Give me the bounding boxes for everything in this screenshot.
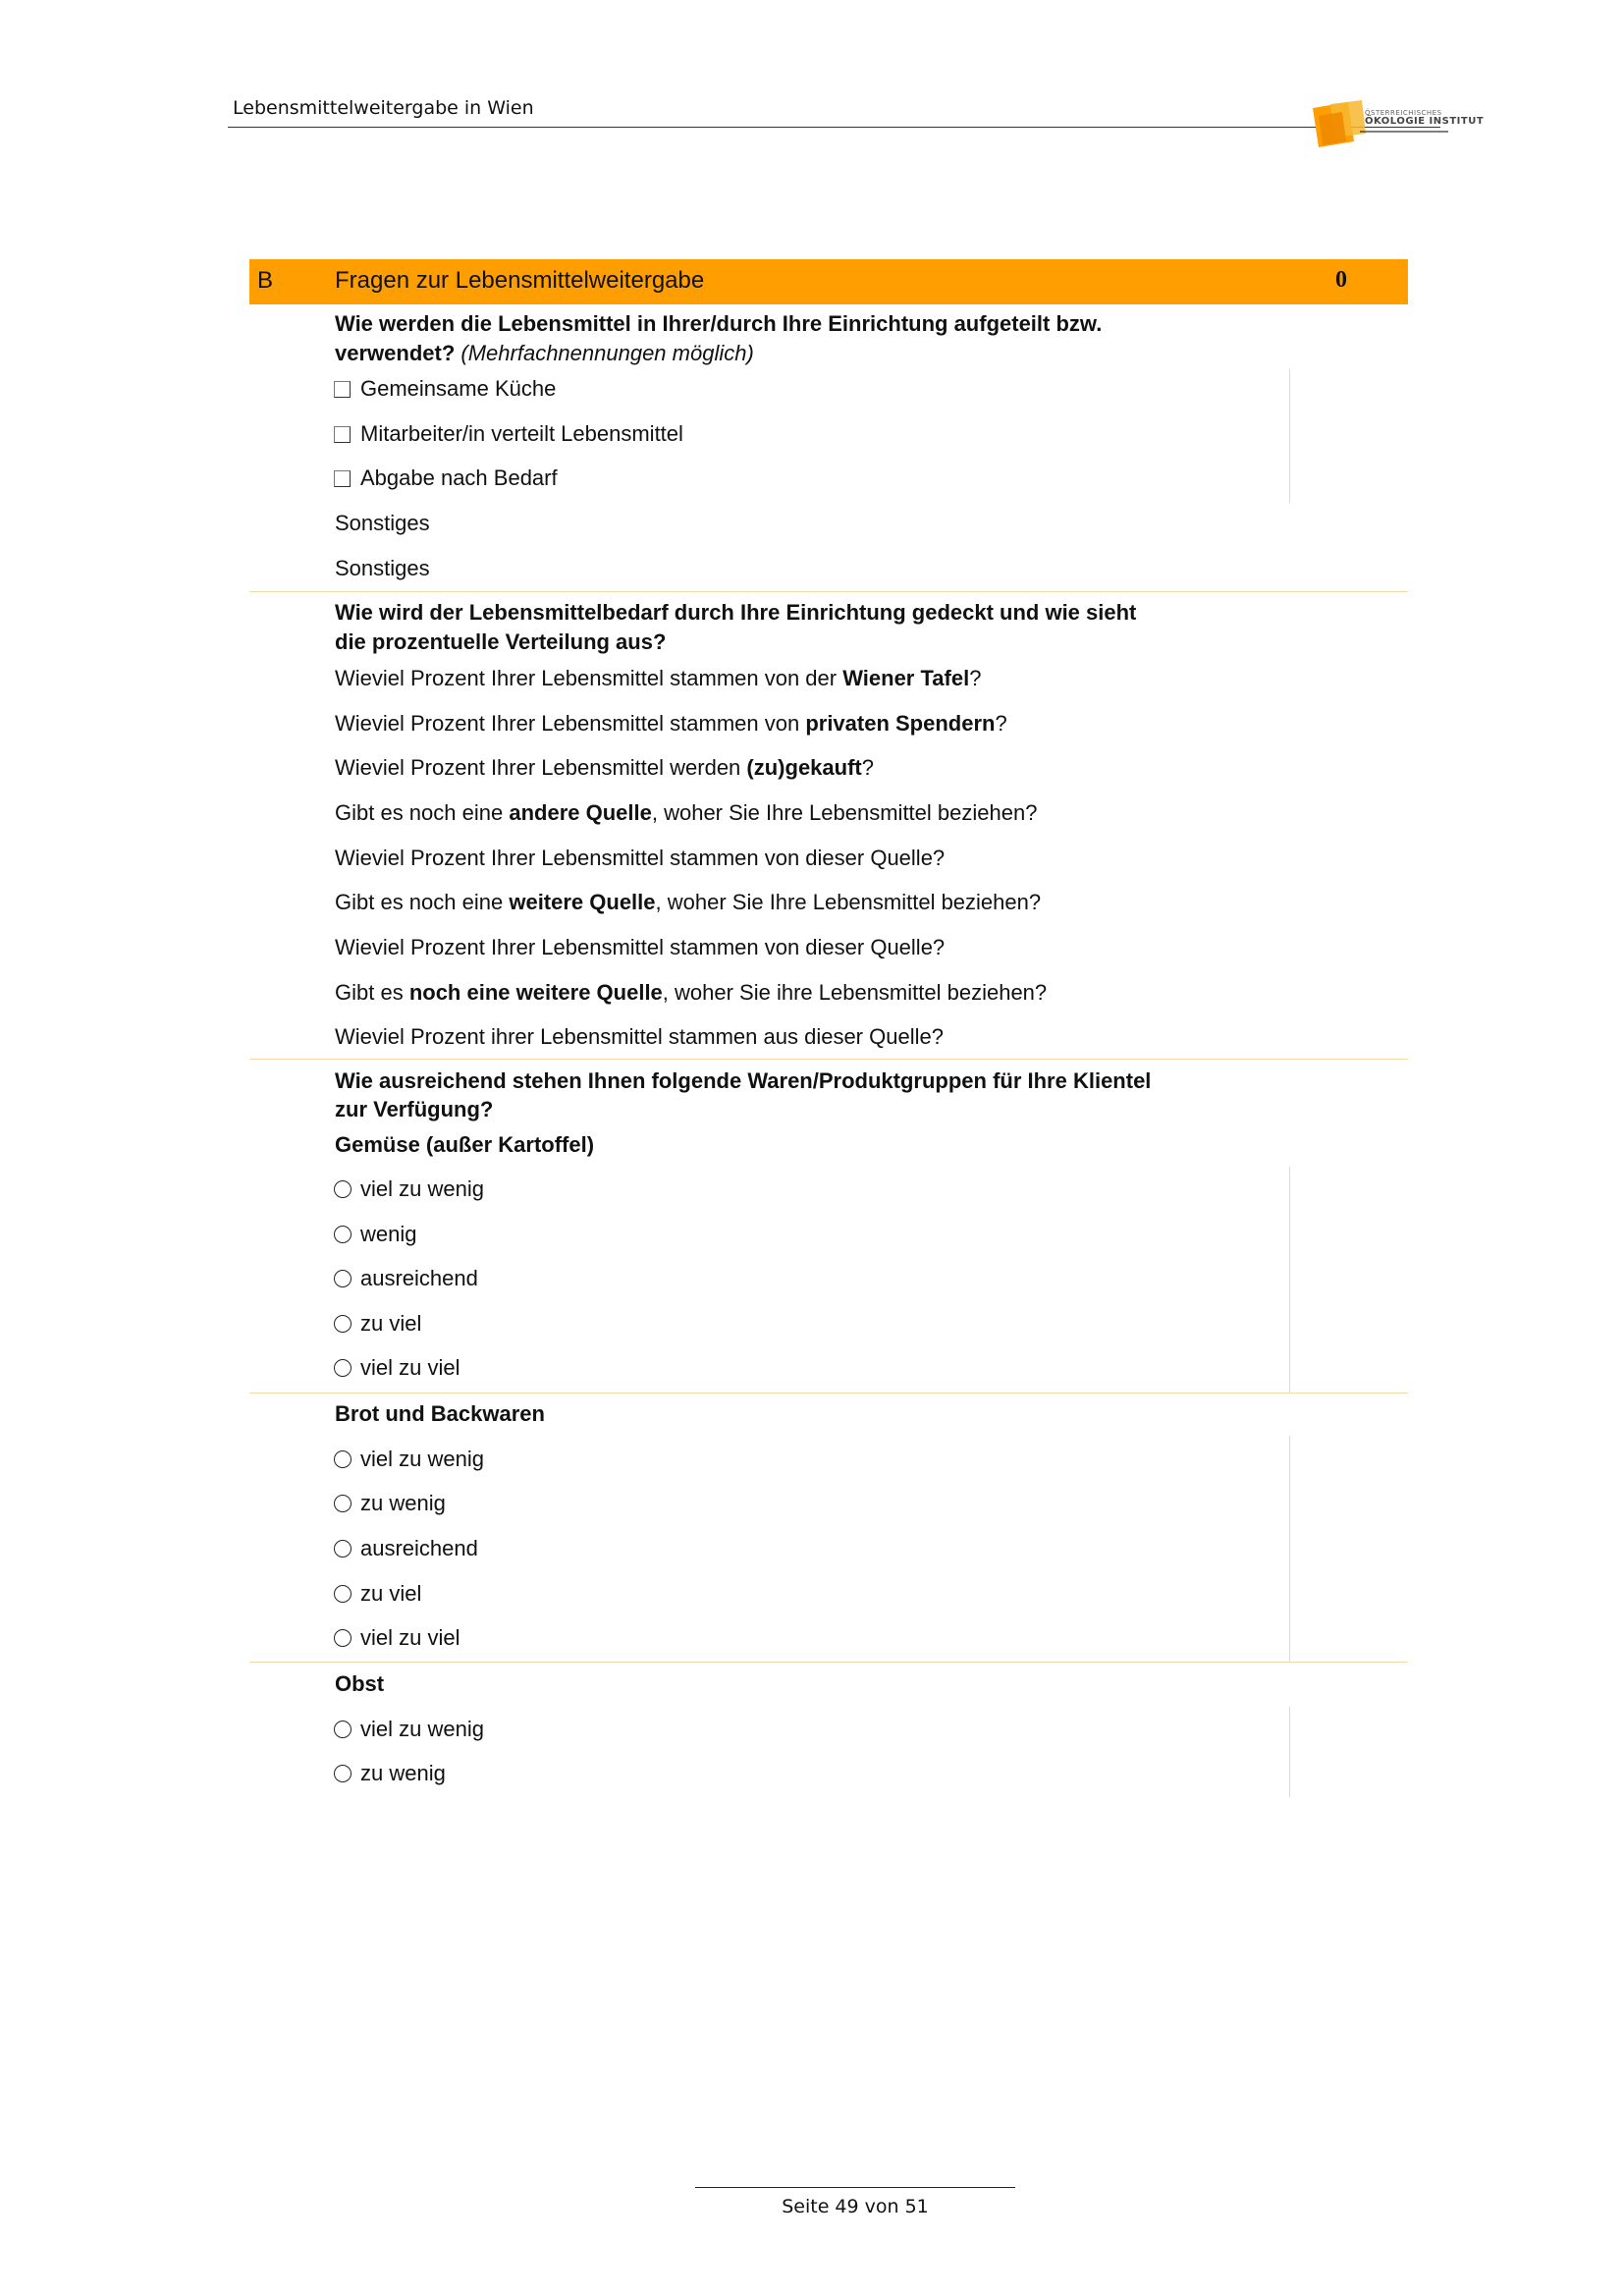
percentage-question: Wieviel Prozent Ihrer Lebensmittel stammen von dieser Quelle? <box>335 846 946 870</box>
radio-gemuese-viel-zu-viel[interactable] <box>334 1359 352 1377</box>
percentage-question: Wieviel Prozent Ihrer Lebensmittel werden (zu)gekauft? <box>335 755 874 780</box>
radio-label: wenig <box>360 1222 417 1246</box>
row-separator <box>249 591 1408 592</box>
radio-label: viel zu wenig <box>360 1447 484 1471</box>
radio-brot-zu-wenig[interactable] <box>334 1495 352 1512</box>
radio-label: ausreichend <box>360 1536 478 1560</box>
row-separator <box>249 1662 1408 1663</box>
option-label: Mitarbeiter/in verteilt Lebensmittel <box>360 421 683 446</box>
radio-label: zu viel <box>360 1311 422 1336</box>
radio-gemuese-zu-viel[interactable] <box>334 1315 352 1333</box>
radio-brot-ausreichend[interactable] <box>334 1540 352 1558</box>
radio-brot-zu-viel[interactable] <box>334 1585 352 1603</box>
document-title: Lebensmittelweitergabe in Wien <box>233 97 534 119</box>
question-1-line-1: Wie werden die Lebensmittel in Ihrer/durch Ihre Einrichtung aufgeteilt bzw. <box>335 311 1103 336</box>
footer-rule <box>695 2187 1015 2188</box>
checkbox-mitarbeiter-verteilt[interactable] <box>334 426 351 443</box>
radio-label: viel zu viel <box>360 1625 460 1650</box>
answer-column-divider <box>1289 1707 1290 1797</box>
option-label: Gemeinsame Küche <box>360 376 557 401</box>
percentage-question: Gibt es noch eine weitere Quelle, woher Sie Ihre Lebensmittel beziehen? <box>335 890 1042 914</box>
percentage-question: Wieviel Prozent ihrer Lebensmittel stammen aus dieser Quelle? <box>335 1024 944 1049</box>
answer-column-divider <box>1289 1167 1290 1393</box>
other-field-label: Sonstiges <box>335 556 430 580</box>
radio-gemuese-ausreichend[interactable] <box>334 1270 352 1287</box>
logo-subtitle: ÖSTERREICHISCHES <box>1365 109 1442 117</box>
radio-label: viel zu wenig <box>360 1717 484 1741</box>
header-rule <box>228 127 1440 128</box>
radio-brot-viel-zu-viel[interactable] <box>334 1629 352 1647</box>
group-title-brot: Brot und Backwaren <box>335 1401 545 1426</box>
checkbox-abgabe-nach-bedarf[interactable] <box>334 470 351 487</box>
page-number: Seite 49 von 51 <box>782 2196 929 2217</box>
question-2-line-1: Wie wird der Lebensmittelbedarf durch Ihre Einrichtung gedeckt und wie sieht <box>335 600 1137 625</box>
percentage-question: Gibt es noch eine andere Quelle, woher Sie Ihre Lebensmittel beziehen? <box>335 800 1038 825</box>
radio-label: viel zu viel <box>360 1355 460 1380</box>
question-1-note: (Mehrfachnennungen möglich) <box>460 341 754 365</box>
question-2-line-2: die prozentuelle Verteilung aus? <box>335 629 667 654</box>
option-label: Abgabe nach Bedarf <box>360 465 558 490</box>
percentage-question: Wieviel Prozent Ihrer Lebensmittel stammen von dieser Quelle? <box>335 935 946 959</box>
radio-label: viel zu wenig <box>360 1176 484 1201</box>
radio-obst-zu-wenig[interactable] <box>334 1765 352 1782</box>
radio-label: zu wenig <box>360 1761 446 1785</box>
percentage-question: Wieviel Prozent Ihrer Lebensmittel stammen von privaten Spendern? <box>335 711 1007 736</box>
answer-column-divider <box>1289 1436 1290 1662</box>
group-title-obst: Obst <box>335 1671 385 1696</box>
question-1-line-2: verwendet? (Mehrfachnennungen möglich) <box>335 341 754 365</box>
radio-gemuese-wenig[interactable] <box>334 1226 352 1243</box>
radio-obst-viel-zu-wenig[interactable] <box>334 1721 352 1738</box>
percentage-question: Wieviel Prozent Ihrer Lebensmittel stammen von der Wiener Tafel? <box>335 666 982 690</box>
section-title: Fragen zur Lebensmittelweitergabe <box>335 267 705 294</box>
row-separator <box>249 1393 1408 1394</box>
checkbox-gemeinsame-kueche[interactable] <box>334 381 351 398</box>
percentage-question: Gibt es noch eine weitere Quelle, woher Sie ihre Lebensmittel beziehen? <box>335 980 1048 1005</box>
section-letter: B <box>257 267 274 294</box>
radio-label: ausreichend <box>360 1266 478 1290</box>
other-field-label: Sonstiges <box>335 511 430 535</box>
answer-column-divider <box>1289 368 1290 504</box>
row-separator <box>249 1059 1408 1060</box>
question-3-line-2: zur Verfügung? <box>335 1097 494 1121</box>
radio-label: zu viel <box>360 1581 422 1606</box>
group-title-gemuese: Gemüse (außer Kartoffel) <box>335 1132 595 1157</box>
radio-brot-viel-zu-wenig[interactable] <box>334 1450 352 1468</box>
logo-name: ÖKOLOGIE INSTITUT <box>1365 116 1485 127</box>
radio-label: zu wenig <box>360 1491 446 1515</box>
section-number: 0 <box>1335 267 1347 293</box>
question-3-line-1: Wie ausreichend stehen Ihnen folgende Waren/Produktgruppen für Ihre Klientel <box>335 1068 1152 1093</box>
radio-gemuese-viel-zu-wenig[interactable] <box>334 1180 352 1198</box>
